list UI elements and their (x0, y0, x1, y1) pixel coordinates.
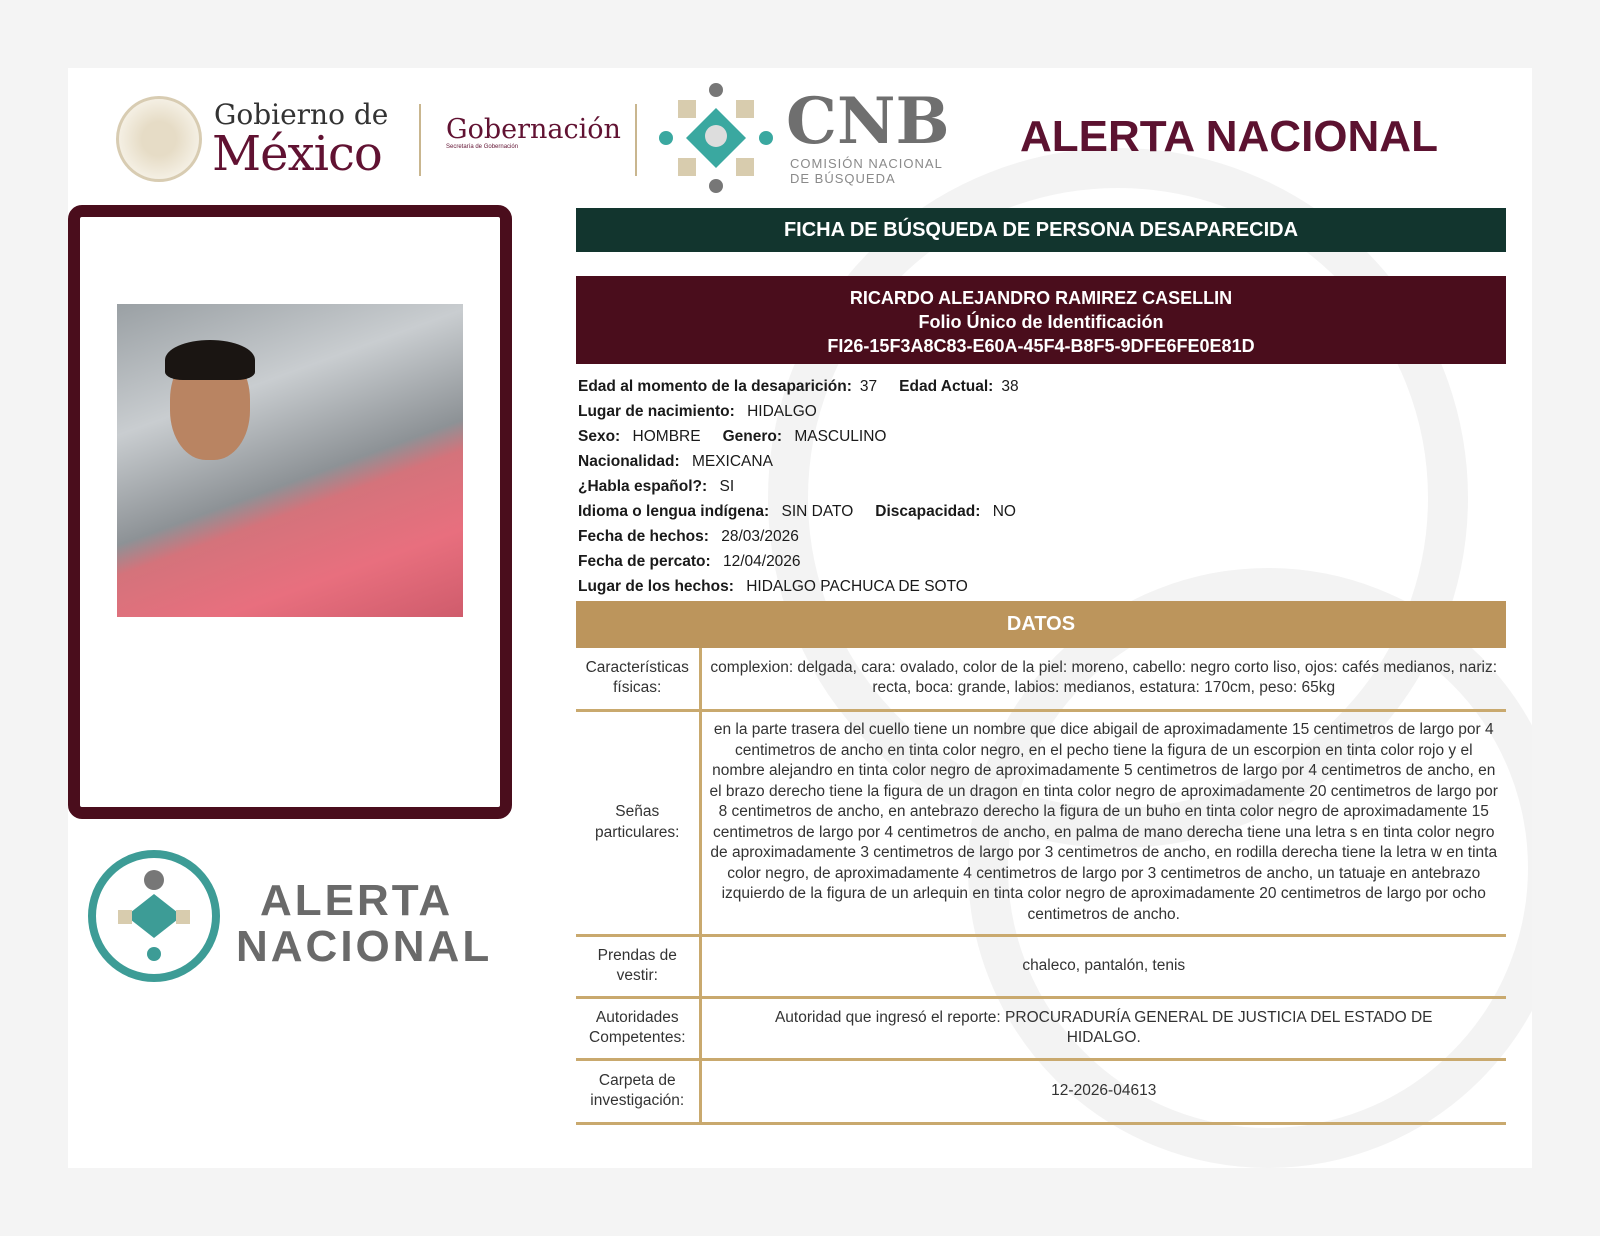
row-value: 12-2026-04613 (700, 1059, 1506, 1123)
page-title: ALERTA NACIONAL (1020, 112, 1438, 161)
field-label: Discapacidad: (875, 503, 981, 520)
field-value: MASCULINO (794, 428, 887, 445)
row-label: Prendas de vestir: (576, 935, 700, 997)
field-value: 28/03/2026 (721, 528, 799, 545)
field-value: 37 (859, 378, 878, 395)
cnb-subtitle-line1: COMISIÓN NACIONAL (790, 156, 943, 171)
row-value: chaleco, pantalón, tenis (700, 935, 1506, 997)
field-value: 38 (1001, 378, 1019, 395)
gobierno-logo-line1: Gobierno de (214, 98, 389, 131)
field-value: HIDALGO (747, 403, 817, 420)
gobernacion-logo: Gobernación (446, 114, 621, 145)
row-value: complexion: delgada, cara: ovalado, color de la piel: moreno, cabello: negro corto liso, ojos: cafés medianos, nariz: recta, boca: grande, labios: medianos, estatura: 170cm, peso: 65kg (700, 648, 1506, 710)
row-value: en la parte trasera del cuello tiene un nombre que dice abigail de aproximadamente 15 centimetros de largo por 4 centimetros de ancho en tinta color negro, en el pecho tiene la figura de un escorpion en tinta color rojo y el nombre alejandro en tinta color negro de aproximadamente 5 centimetros de largo por 4 centimetros de ancho, en el brazo derecho tiene la figura de un dragon en tinta color negro de aproximadamente 20 centimetros de largo por 8 centimetros de ancho, en antebrazo derecho la figura de un buho en tinta color negro de aproximadamente 15 centimetros de largo por 4 centimetros de ancho, en palma de mano derecha tiene una letra s en tinta color negro de aproximadamente 3 centimetros de largo por 3 centimetros de ancho, en rodilla derecha tiene la letra w en tinta color negro, de aproximadamente 4 centimetros de largo por 3 centimetros de ancho, un tatuaje en antebrazo izquierdo de la figura de un arlequin en tinta color negro de aproximadamente 20 centimetros de largo por ocho centimetros de ancho. (700, 710, 1506, 935)
folio-value: FI26-15F3A8C83-E60A-45F4-B8F5-9DFE6FE0E81D (827, 336, 1255, 356)
field-label: ¿Habla español?: (578, 478, 708, 495)
field-value: NO (992, 503, 1016, 520)
field-value: HOMBRE (632, 428, 701, 445)
field-label: Fecha de hechos: (578, 528, 709, 545)
table-row (576, 1059, 1506, 1123)
field-label: Genero: (722, 428, 783, 445)
gobierno-logo-line2: México (212, 126, 382, 182)
field-value: MEXICANA (691, 453, 773, 470)
table-row (576, 648, 1506, 710)
field-label: Edad Actual: (899, 378, 994, 395)
mexico-seal-logo (116, 96, 202, 182)
field-label: Sexo: (578, 428, 621, 445)
row-label: Señas particulares: (576, 710, 700, 935)
divider (419, 104, 421, 176)
alerta-nacional-emblem-icon (88, 850, 220, 982)
field-label: Fecha de percato: (578, 553, 711, 570)
logo-line2: NACIONAL (236, 922, 493, 971)
field-label: Lugar de los hechos: (578, 578, 734, 595)
folio-label: Folio Único de Identificación (918, 312, 1164, 332)
person-header (576, 276, 1506, 364)
field-label: Nacionalidad: (578, 453, 680, 470)
field-value: SI (719, 478, 735, 495)
person-name: RICARDO ALEJANDRO RAMIREZ CASELLIN (849, 288, 1233, 308)
field-value: 12/04/2026 (722, 553, 801, 570)
ficha-heading: FICHA DE BÚSQUEDA DE PERSONA DESAPARECIDA (576, 208, 1506, 252)
cnb-subtitle (790, 156, 943, 186)
datos-table (576, 648, 1506, 1125)
row-label: Carpeta de investigación: (576, 1059, 700, 1123)
divider (635, 104, 637, 176)
cnb-emblem-icon (658, 80, 774, 196)
gobernacion-subtitle: Secretaría de Gobernación (446, 144, 519, 150)
table-row (576, 710, 1506, 935)
logo-line1: ALERTA (260, 876, 454, 925)
row-label: Autoridades Competentes: (576, 997, 700, 1059)
cnb-logo: CNB (786, 84, 950, 159)
datos-heading: DATOS (576, 601, 1506, 648)
field-label: Idioma o lengua indígena: (578, 503, 770, 520)
row-value: Autoridad que ingresó el reporte: PROCURADURÍA GENERAL DE JUSTICIA DEL ESTADO DE HIDALGO. (700, 997, 1506, 1059)
table-row (576, 935, 1506, 997)
alerta-nacional-logo-text (236, 878, 492, 970)
field-value: HIDALGO PACHUCA DE SOTO (746, 578, 968, 595)
field-label: Edad al momento de la desaparición: (578, 378, 852, 395)
row-label: Características físicas: (576, 648, 700, 710)
person-photo-hair (165, 340, 255, 380)
person-fields (578, 374, 1019, 599)
table-row (576, 997, 1506, 1059)
field-value: SIN DATO (781, 503, 854, 520)
field-label: Lugar de nacimiento: (578, 403, 735, 420)
cnb-subtitle-line2: DE BÚSQUEDA (790, 171, 896, 186)
